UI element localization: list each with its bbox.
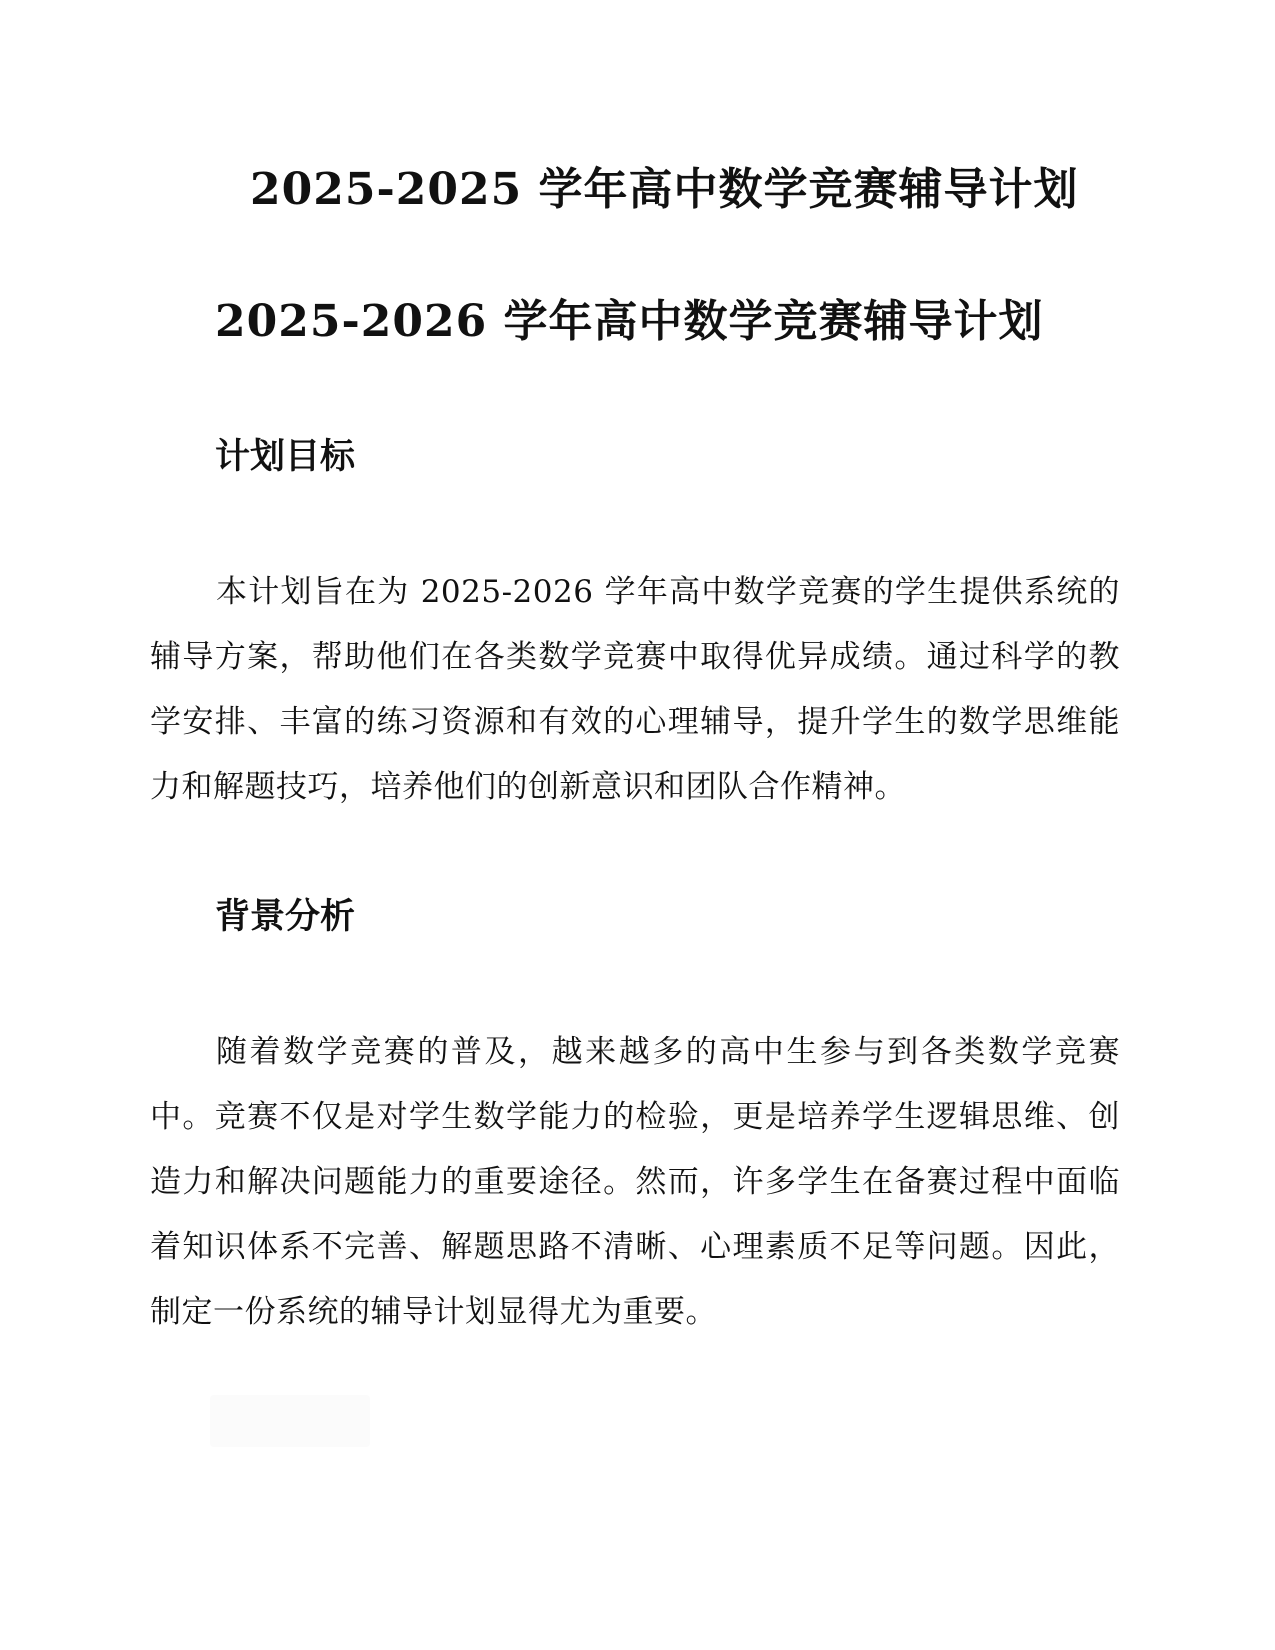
document-subtitle: 2025-2026 学年高中数学竞赛辅导计划: [215, 296, 1044, 347]
section-paragraph-goals: 本计划旨在为 2025-2026 学年高中数学竞赛的学生提供系统的辅导方案，帮助他们在各类数学竞赛中取得优异成绩。通过科学的教学安排、丰富的练习资源和有效的心理辅导，提升学生的数学思维能力和解题技巧，培养他们的创新意识和团队合作精神。: [150, 574, 1120, 805]
section-heading-goals: 计划目标: [215, 437, 356, 477]
section-heading-background: 背景分析: [215, 897, 356, 937]
section-paragraph-background: 随着数学竞赛的普及，越来越多的高中生参与到各类数学竞赛中。竞赛不仅是对学生数学能力的检验，更是培养学生逻辑思维、创造力和解决问题能力的重要途径。然而，许多学生在备赛过程中面临着知识体系不完善、解题思路不清晰、心理素质不足等问题。因此，制定一份系统的辅导计划显得尤为重要。: [150, 1034, 1120, 1330]
faint-smudge: [210, 1395, 370, 1447]
document-title: 2025-2025 学年高中数学竞赛辅导计划: [250, 164, 1079, 215]
